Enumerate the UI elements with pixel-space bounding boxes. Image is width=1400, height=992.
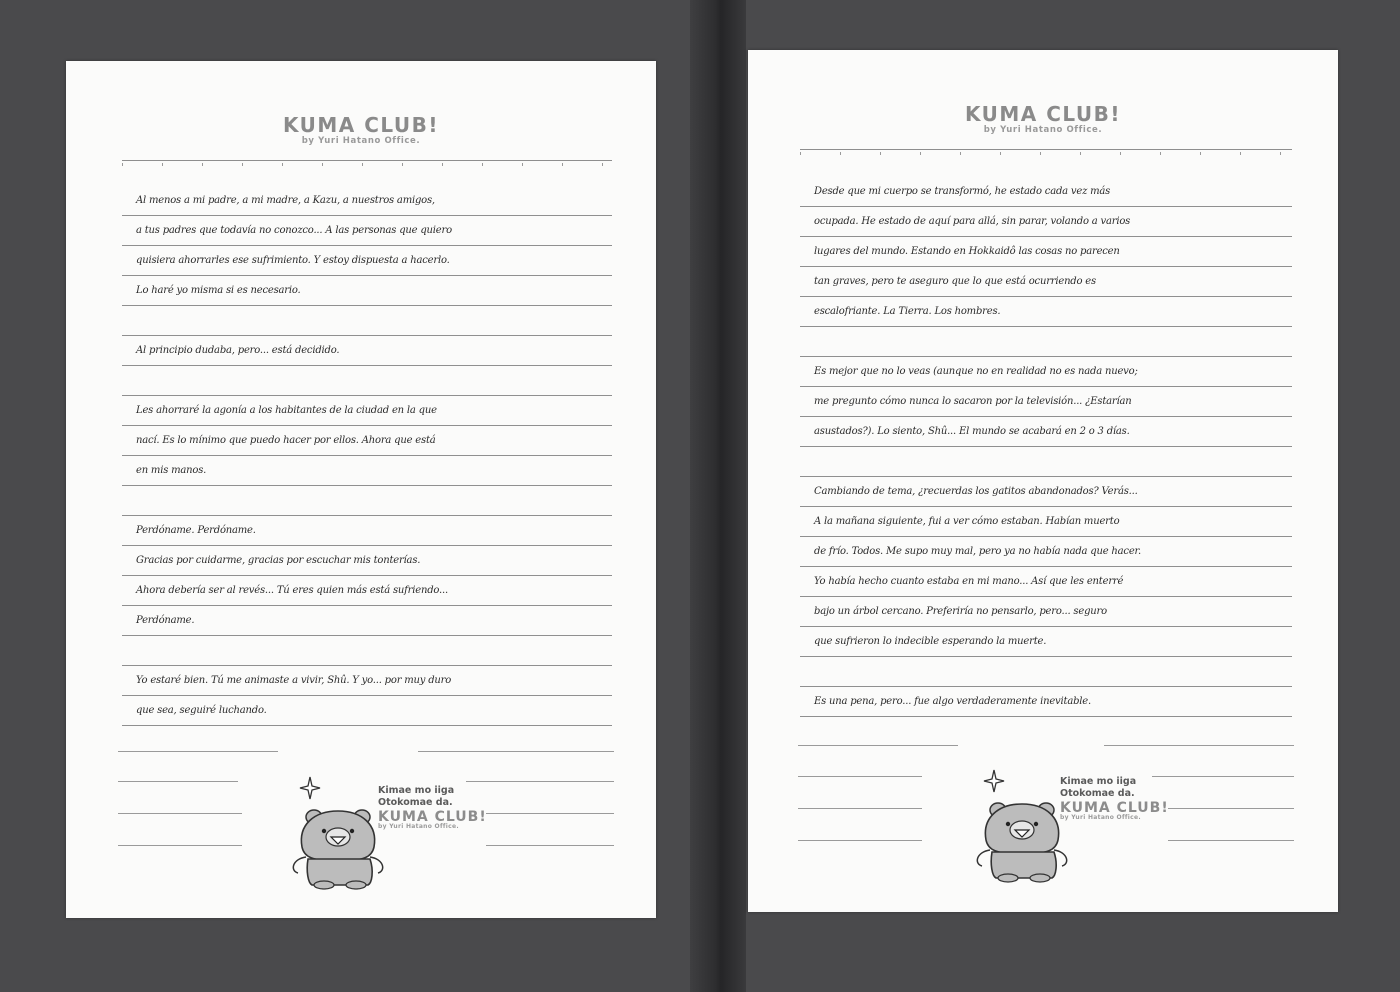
text-line: escalofriante. La Tierra. Los hombres. <box>814 306 1001 317</box>
text-line: ocupada. He estado de aquí para allá, sin parar, volando a varios <box>814 216 1131 227</box>
letter-body <box>800 177 1292 717</box>
stamp-title: KUMA CLUB! <box>378 809 487 825</box>
text-line: Les ahorraré la agonía a los habitantes de la ciudad en la que <box>136 405 437 416</box>
stamp-line2: Otokomae da. <box>1060 788 1135 799</box>
text-line: Ahora debería ser al revés... Tú eres quien más está sufriendo... <box>136 585 448 596</box>
text-line <box>122 636 612 666</box>
text-line: Gracias por cuidarme, gracias por escuchar mis tonterías. <box>136 555 421 566</box>
kuma-club-stamp <box>1060 776 1169 821</box>
text-line: a tus padres que todavía no conozco... A las personas que quiero <box>136 225 452 236</box>
text-line: asustados?). Lo siento, Shû... El mundo se acabará en 2 o 3 días. <box>814 426 1130 437</box>
header-title: KUMA CLUB! <box>964 102 1122 126</box>
header-rule <box>122 160 612 161</box>
text-line <box>800 327 1292 357</box>
text-line: tan graves, pero te aseguro que lo que está ocurriendo es <box>814 276 1096 287</box>
text-line: quisiera ahorrarles ese sufrimiento. Y estoy dispuesta a hacerlo. <box>136 255 450 266</box>
left-page <box>66 61 656 918</box>
text-line: A la mañana siguiente, fui a ver cómo estaban. Habían muerto <box>814 516 1120 527</box>
text-line <box>800 447 1292 477</box>
text-line: bajo un árbol cercano. Preferiría no pensarlo, pero... seguro <box>814 606 1107 617</box>
stamp-line2: Otokomae da. <box>378 797 453 808</box>
text-line: que sufrieron lo indecible esperando la muerte. <box>814 636 1047 647</box>
text-line <box>800 657 1292 687</box>
text-line: en mis manos. <box>136 465 207 476</box>
text-line: Yo había hecho cuanto estaba en mi mano... Así que les enterré <box>814 576 1124 587</box>
text-line: Cambiando de tema, ¿recuerdas los gatitos abandonados? Verás... <box>814 486 1138 497</box>
text-line <box>122 486 612 516</box>
stamp-line1: Kimae mo iiga <box>378 785 455 796</box>
stamp-byline: by Yuri Hatano Office. <box>378 823 459 830</box>
header-byline: by Yuri Hatano Office. <box>983 125 1103 135</box>
text-line: Yo estaré bien. Tú me animaste a vivir, Shû. Y yo... por muy duro <box>136 675 452 686</box>
text-line <box>122 306 612 336</box>
text-line: Es mejor que no lo veas (aunque no en realidad no es nada nuevo; <box>814 366 1138 377</box>
right-page <box>748 50 1338 912</box>
header-title: KUMA CLUB! <box>282 113 440 137</box>
text-line: Es una pena, pero... fue algo verdaderamente inevitable. <box>814 696 1091 707</box>
text-line: de frío. Todos. Me supo muy mal, pero ya no había nada que hacer. <box>814 546 1142 557</box>
stamp-byline: by Yuri Hatano Office. <box>1060 814 1141 821</box>
page-header <box>748 102 1338 135</box>
text-line: que sea, seguiré luchando. <box>136 705 267 716</box>
stamp-line1: Kimae mo iiga <box>1060 776 1137 787</box>
text-line: lugares del mundo. Estando en Hokkaidô las cosas no parecen <box>814 246 1120 257</box>
text-line: Al principio dudaba, pero... está decidido. <box>136 345 340 356</box>
text-line <box>122 366 612 396</box>
stamp-title: KUMA CLUB! <box>1060 800 1169 816</box>
header-rule <box>800 149 1292 150</box>
sparkle-icon <box>984 770 1004 792</box>
text-line: Lo haré yo misma si es necesario. <box>136 285 301 296</box>
text-line: Perdóname. <box>136 615 195 626</box>
book-spine <box>690 0 746 992</box>
text-line: Al menos a mi padre, a mi madre, a Kazu, a nuestros amigos, <box>136 195 435 206</box>
text-line: Desde que mi cuerpo se transformó, he estado cada vez más <box>814 186 1111 197</box>
page-header <box>66 113 656 146</box>
text-line: me pregunto cómo nunca lo sacaron por la televisión... ¿Estarían <box>814 396 1132 407</box>
text-line: nací. Es lo mínimo que puedo hacer por ellos. Ahora que está <box>136 435 436 446</box>
header-byline: by Yuri Hatano Office. <box>301 136 421 146</box>
kuma-club-stamp <box>378 785 487 830</box>
text-line: Perdóname. Perdóname. <box>136 525 256 536</box>
letter-body <box>122 186 612 726</box>
sparkle-icon <box>300 777 320 799</box>
